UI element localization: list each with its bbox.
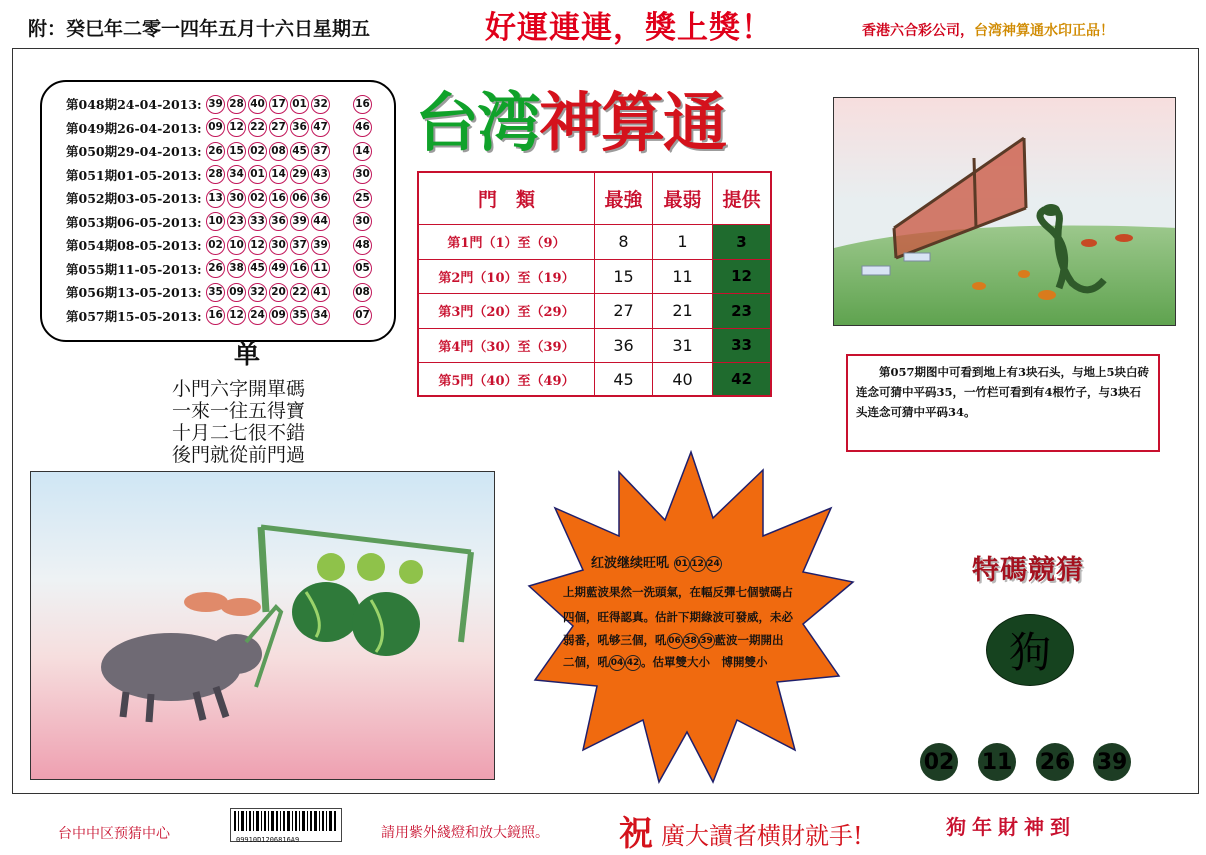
number-ball: 43	[311, 165, 330, 184]
special-guess-title: 特碼競猜	[972, 555, 1084, 586]
number-ball: 34	[227, 165, 246, 184]
weakest-value: 21	[653, 294, 713, 329]
star-text-segment: 二個，吼	[563, 655, 609, 669]
header-slogan: 好運連連，獎上獎！	[485, 10, 773, 46]
number-ball: 09	[206, 118, 225, 137]
number-ball: 32	[311, 95, 330, 114]
number-ball: 06	[290, 189, 309, 208]
history-row	[66, 188, 374, 208]
number-ball: 17	[269, 95, 288, 114]
number-ball: 09	[227, 283, 246, 302]
special-number-ball: 07	[353, 306, 372, 325]
footer-motto: 狗年財神到	[946, 815, 1076, 839]
offered-number: 12	[713, 260, 770, 295]
range-label: 第1門（1）至（9）	[419, 225, 595, 260]
pig-illustration	[30, 471, 495, 780]
table-header: 最強	[595, 173, 653, 225]
number-ball: 23	[227, 212, 246, 231]
number-ball: 22	[290, 283, 309, 302]
number-ball: 32	[248, 283, 267, 302]
weakest-value: 31	[653, 329, 713, 364]
special-number-ball: 48	[353, 236, 372, 255]
logo-green-text: 台湾	[415, 86, 539, 161]
special-number-ball: 05	[353, 259, 372, 278]
number-ball: 14	[269, 165, 288, 184]
number-ball: 16	[206, 306, 225, 325]
draw-label: 第054期08-05-2013:	[66, 238, 202, 253]
number-ball: 22	[248, 118, 267, 137]
star-text-segment: 藍波一期開出	[714, 633, 784, 647]
number-ball: 28	[227, 95, 246, 114]
publisher-name: 香港六合彩公司，	[862, 23, 974, 39]
number-ball: 37	[311, 142, 330, 161]
history-row	[66, 212, 374, 232]
star-text-segment: 弱番，吼够三個，吼	[563, 633, 667, 647]
number-ball: 37	[290, 236, 309, 255]
authenticity-note: 台湾神算通水印正品！	[974, 23, 1114, 39]
number-ball: 13	[206, 189, 225, 208]
number-ball: 06	[667, 633, 683, 649]
number-ball: 38	[683, 633, 699, 649]
weakest-value: 40	[653, 363, 713, 395]
draw-label: 第048期24-04-2013:	[66, 97, 202, 112]
history-row	[66, 306, 374, 326]
number-ball: 34	[311, 306, 330, 325]
publisher-line	[862, 20, 1114, 40]
number-ball: 41	[311, 283, 330, 302]
number-ball: 12	[227, 118, 246, 137]
number-ball: 35	[290, 306, 309, 325]
number-ball: 39	[699, 633, 715, 649]
number-ball: 45	[290, 142, 309, 161]
draw-label: 第051期01-05-2013:	[66, 167, 202, 183]
poem-title: 单	[234, 340, 261, 370]
number-ball: 47	[311, 118, 330, 137]
history-row	[66, 141, 374, 161]
number-ball: 08	[269, 142, 288, 161]
star-text-line	[563, 632, 784, 649]
draw-label: 第049期26-04-2013:	[66, 120, 202, 136]
number-ball: 12	[248, 236, 267, 255]
star-text-line: 四個，旺得認真。估計下期綠波可發威，未必	[563, 610, 793, 624]
star-title: 红波继续旺吼	[591, 556, 670, 571]
star-title-line	[591, 552, 722, 572]
strongest-value: 27	[595, 294, 653, 329]
guess-number-ball: 11	[978, 743, 1016, 781]
number-ball: 02	[248, 142, 267, 161]
footer-slogan: 廣大讀者横財就手!	[661, 822, 863, 850]
number-ball: 12	[690, 556, 706, 572]
star-text-line	[563, 654, 768, 671]
number-ball: 42	[625, 655, 641, 671]
publisher-center: 台中中区预猜中心	[58, 826, 170, 842]
history-row	[66, 165, 374, 185]
table-header: 提供	[713, 173, 770, 225]
number-ball: 44	[311, 212, 330, 231]
range-label: 第5門（40）至（49）	[419, 363, 595, 395]
guess-number-ball: 02	[920, 743, 958, 781]
number-ball: 15	[227, 142, 246, 161]
draw-history-panel	[40, 80, 396, 342]
special-number-ball: 30	[353, 212, 372, 231]
special-number-ball: 08	[353, 283, 372, 302]
number-ball: 45	[248, 259, 267, 278]
number-ball: 28	[206, 165, 225, 184]
number-ball: 36	[311, 189, 330, 208]
weakest-value: 1	[653, 225, 713, 260]
history-row	[66, 235, 374, 255]
number-ball: 01	[290, 95, 309, 114]
draw-label: 第053期06-05-2013:	[66, 214, 202, 230]
history-row	[66, 282, 374, 302]
number-ball: 26	[206, 259, 225, 278]
number-ball: 49	[269, 259, 288, 278]
history-row	[66, 94, 374, 114]
number-ball: 39	[290, 212, 309, 231]
number-ball: 02	[206, 236, 225, 255]
number-ball: 39	[311, 236, 330, 255]
strongest-value: 8	[595, 225, 653, 260]
number-range-table	[417, 171, 772, 397]
zodiac-badge: 狗	[986, 614, 1074, 686]
number-ball: 16	[290, 259, 309, 278]
number-ball: 20	[269, 283, 288, 302]
special-number-ball: 46	[353, 118, 372, 137]
number-ball: 35	[206, 283, 225, 302]
history-row	[66, 259, 374, 279]
number-ball: 33	[248, 212, 267, 231]
number-ball: 36	[269, 212, 288, 231]
number-ball: 01	[248, 165, 267, 184]
star-text-line: 上期藍波果然一洗頭氣，在幅反彈七個號碼占	[563, 585, 793, 599]
offered-number: 42	[713, 363, 770, 395]
table-header: 門 類	[419, 173, 595, 225]
picture-clue-text: 第057期图中可看到地上有3块石头，与地上5块白砖连念可猜中平码35，一竹栏可看到有4根竹子，与3块石头连念可猜中平码34。	[846, 354, 1160, 452]
number-ball: 38	[227, 259, 246, 278]
number-ball: 10	[206, 212, 225, 231]
riddle-poem	[172, 340, 342, 466]
number-ball: 10	[227, 236, 246, 255]
number-ball: 39	[206, 95, 225, 114]
poem-line: 一來一往五得寶	[172, 400, 306, 422]
strongest-value: 36	[595, 329, 653, 364]
special-number-ball: 16	[353, 95, 372, 114]
offered-number: 23	[713, 294, 770, 329]
number-ball: 26	[206, 142, 225, 161]
number-ball: 30	[269, 236, 288, 255]
number-ball: 02	[248, 189, 267, 208]
offered-number: 3	[713, 225, 770, 260]
number-ball: 11	[311, 259, 330, 278]
guess-number-ball: 39	[1093, 743, 1131, 781]
draw-label: 第055期11-05-2013:	[66, 261, 202, 277]
issue-date: 附：癸巳年二零一四年五月十六日星期五	[28, 18, 371, 40]
weakest-value: 11	[653, 260, 713, 295]
masthead-logo	[415, 72, 725, 164]
number-ball: 24	[248, 306, 267, 325]
poem-line: 十月二七很不錯	[172, 422, 306, 444]
snake-illustration	[833, 97, 1176, 326]
history-row	[66, 118, 374, 138]
strongest-value: 45	[595, 363, 653, 395]
number-ball: 09	[269, 306, 288, 325]
number-ball: 04	[609, 655, 625, 671]
number-ball: 12	[227, 306, 246, 325]
table-header: 最弱	[653, 173, 713, 225]
number-ball: 24	[706, 556, 722, 572]
blessing-mark: 祝	[619, 814, 653, 854]
number-ball: 30	[227, 189, 246, 208]
number-ball: 40	[248, 95, 267, 114]
range-label: 第3門（20）至（29）	[419, 294, 595, 329]
number-ball: 27	[269, 118, 288, 137]
special-number-ball: 25	[353, 189, 372, 208]
draw-label: 第052期03-05-2013:	[66, 191, 202, 206]
poem-line: 後門就從前門過	[172, 444, 306, 466]
offered-number: 33	[713, 329, 770, 364]
strongest-value: 15	[595, 260, 653, 295]
barcode-number: 09910D1206816A9	[236, 836, 300, 844]
logo-red-text: 神算通	[539, 86, 725, 161]
number-ball: 01	[674, 556, 690, 572]
uv-check-note: 請用紫外綫燈和放大鏡照。	[381, 825, 549, 841]
range-label: 第2門（10）至（19）	[419, 260, 595, 295]
draw-label: 第056期13-05-2013:	[66, 285, 202, 300]
draw-label: 第050期29-04-2013:	[66, 144, 202, 159]
number-ball: 16	[269, 189, 288, 208]
guess-number-ball: 26	[1036, 743, 1074, 781]
special-number-ball: 30	[353, 165, 372, 184]
special-number-ball: 14	[353, 142, 372, 161]
poem-line: 小門六字開單碼	[172, 378, 306, 400]
draw-label: 第057期15-05-2013:	[66, 308, 202, 324]
star-text-segment: 。估單雙大小 博開雙小	[641, 655, 768, 669]
number-ball: 29	[290, 165, 309, 184]
number-ball: 36	[290, 118, 309, 137]
range-label: 第4門（30）至（39）	[419, 329, 595, 364]
